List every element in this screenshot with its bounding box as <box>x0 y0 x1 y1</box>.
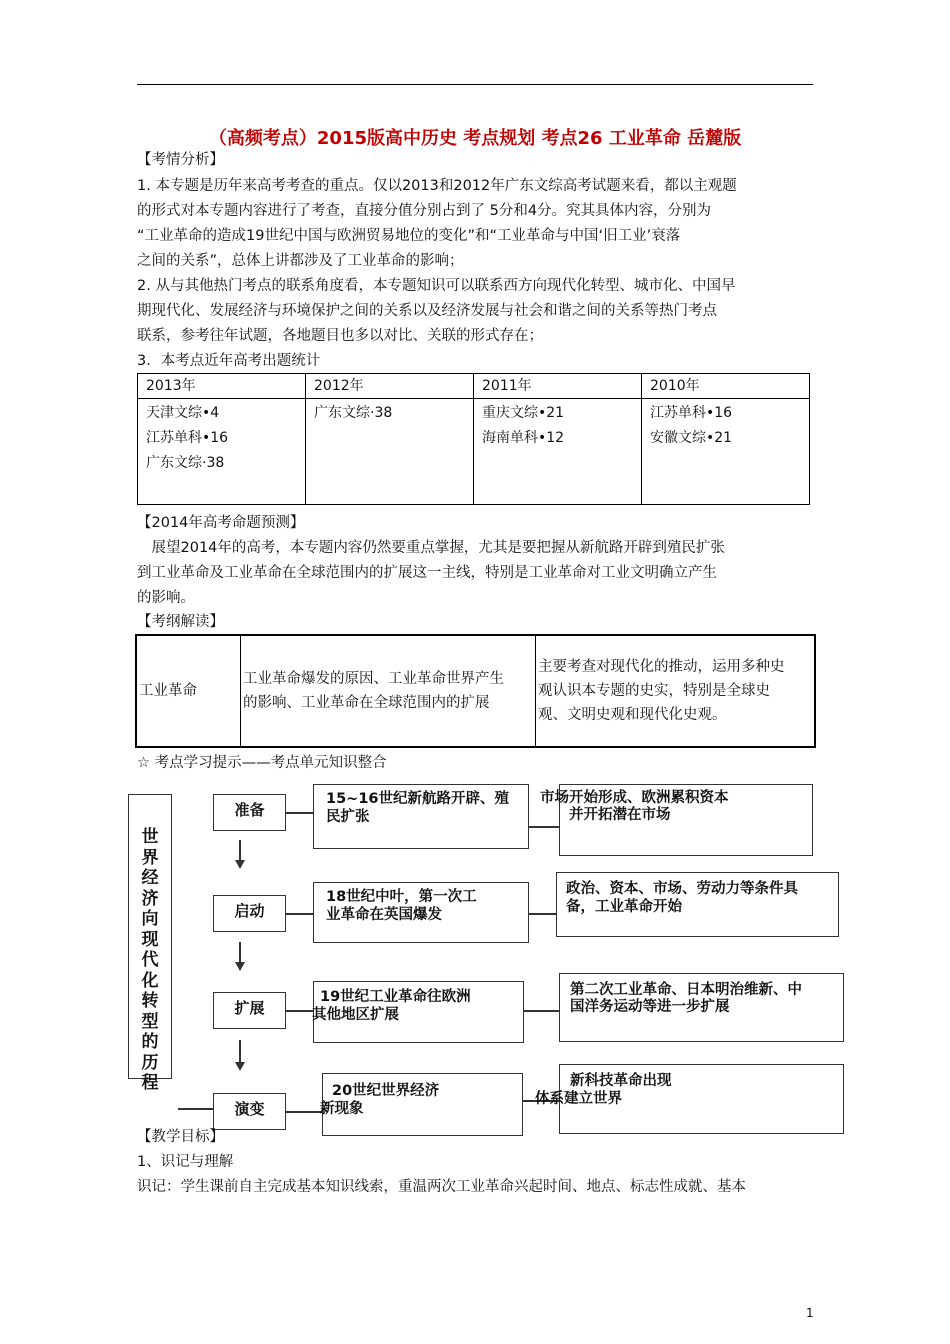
middle-text: 民扩张 <box>326 809 370 825</box>
middle-text: 其他地区扩展 <box>312 1007 399 1023</box>
vertical-char: 型 <box>141 1011 159 1032</box>
connector-line <box>286 1111 322 1113</box>
table-cell <box>642 399 810 505</box>
middle-text: 15~16世纪新航路开辟、殖 <box>326 791 510 807</box>
vertical-char: 化 <box>141 970 159 991</box>
syllabus-heading: 【考纲解读】 <box>137 614 224 630</box>
middle-text: 19世纪工业革命往欧洲 <box>320 989 471 1005</box>
arrow-shaft <box>239 1040 241 1064</box>
down-arrow-icon <box>235 962 245 971</box>
middle-text: 业革命在英国爆发 <box>326 907 442 923</box>
connector-line <box>286 913 313 915</box>
syllabus-table <box>135 634 816 748</box>
connector-line <box>178 1108 214 1110</box>
right-text: 市场开始形成、欧洲累积资本 <box>540 790 729 806</box>
objectives-heading: 【教学目标】 <box>137 1129 224 1145</box>
vertical-title-box <box>128 794 172 1093</box>
cell-line: 江苏单科•16 <box>146 430 229 446</box>
cell-line: 海南单科•12 <box>482 430 565 446</box>
right-text: 备，工业革命开始 <box>566 899 682 915</box>
right-text: 国洋务运动等进一步扩展 <box>570 999 730 1015</box>
down-arrow-icon <box>235 1062 245 1071</box>
cell-line: 天津文综•4 <box>146 405 220 421</box>
cell-line: 广东文综·38 <box>314 405 393 421</box>
table-header: 2013年 <box>138 374 306 399</box>
analysis-line: 3．本考点近年高考出题统计 <box>137 353 321 369</box>
vertical-char: 世 <box>141 827 159 847</box>
vertical-char: 历 <box>141 1052 159 1073</box>
connector-line <box>529 913 556 915</box>
vertical-char: 转 <box>141 991 159 1011</box>
syllabus-requirement <box>536 635 816 747</box>
exam-stats-table <box>137 373 810 505</box>
table-cell <box>306 399 474 505</box>
table-cell <box>138 399 306 505</box>
analysis-line: 1. 本专题是历年来高考考查的重点。仅以2013和2012年广东文综高考试题来看，都以主观题 <box>137 178 737 194</box>
prediction-line: 展望2014年的高考，本专题内容仍然要重点掌握，尤其是要把握从新航路开辟到殖民扩张 <box>137 540 725 556</box>
diagram-caption: ☆ 考点学习提示——考点单元知识整合 <box>137 755 387 771</box>
down-arrow-icon <box>235 860 245 869</box>
prediction-heading: 【2014年高考命题预测】 <box>137 515 305 531</box>
vertical-char: 现 <box>141 929 159 950</box>
middle-text: 20世纪世界经济 <box>332 1083 440 1099</box>
vertical-char: 济 <box>141 888 159 909</box>
objectives-line: 识记：学生课前自主完成基本知识线索，重温两次工业革命兴起时间、地点、标志性成就、基本 <box>137 1179 746 1195</box>
analysis-line: 的形式对本专题内容进行了考查，直接分值分别占到了 5分和4分。究其具体内容，分别为 <box>137 203 712 219</box>
cell-line: 的影响、工业革命在全球范围内的扩展 <box>243 695 490 711</box>
arrow-shaft <box>239 942 241 964</box>
middle-text: 新现象 <box>320 1101 364 1117</box>
analysis-line: 联系，参考往年试题，各地题目也多以对比、关联的形式存在； <box>137 328 543 344</box>
cell-line: 观、文明史观和现代化史观。 <box>538 707 727 723</box>
cell-line: 主要考查对现代化的推动，运用多种史 <box>538 659 785 675</box>
connector-line <box>529 826 559 828</box>
syllabus-content <box>241 635 536 747</box>
vertical-char: 程 <box>141 1073 159 1093</box>
document-title: （高频考点）2015版高中历史 考点规划 考点26 工业革命 岳麓版 <box>208 128 742 149</box>
right-text: 体系建立世界 <box>535 1091 622 1107</box>
page-number: 1 <box>806 1306 814 1320</box>
cell-line: 广东文综·38 <box>146 455 225 471</box>
connector-line <box>286 1010 313 1012</box>
table-header: 2010年 <box>642 374 810 399</box>
cell-line: 安徽文综•21 <box>650 430 733 446</box>
cell-line: 江苏单科•16 <box>650 405 733 421</box>
header-rule <box>137 84 813 85</box>
right-text: 新科技革命出现 <box>570 1073 672 1089</box>
cell-line: 工业革命爆发的原因、工业革命世界产生 <box>243 671 504 687</box>
stage-node-evolve: 演变 <box>213 1093 286 1130</box>
prediction-line: 的影响。 <box>137 590 195 606</box>
vertical-char: 向 <box>141 909 159 929</box>
analysis-line: “工业革命的造成19世纪中国与欧洲贸易地位的变化”和“工业革命与中国‘旧工业’衰落 <box>137 228 681 244</box>
right-text: 第二次工业革命、日本明治维新、中 <box>570 982 802 998</box>
analysis-heading: 【考情分析】 <box>137 152 224 168</box>
middle-text: 18世纪中叶，第一次工 <box>326 889 477 905</box>
connector-line <box>286 812 313 814</box>
stage-node-expand: 扩展 <box>213 992 286 1029</box>
table-header: 2011年 <box>474 374 642 399</box>
cell-line: 观认识本专题的史实，特别是全球史 <box>538 683 770 699</box>
right-text: 并开拓潜在市场 <box>569 807 671 823</box>
table-header: 2012年 <box>306 374 474 399</box>
connector-line <box>524 1010 559 1012</box>
analysis-line: 期现代化、发展经济与环境保护之间的关系以及经济发展与社会和谐之间的关系等热门考点 <box>137 303 717 319</box>
stage-node-prepare: 准备 <box>213 794 286 831</box>
vertical-char: 的 <box>141 1032 159 1052</box>
arrow-shaft <box>239 840 241 862</box>
prediction-line: 到工业革命及工业革命在全球范围内的扩展这一主线，特别是工业革命对工业文明确立产生 <box>137 565 717 581</box>
vertical-char: 代 <box>141 950 159 970</box>
analysis-line: 2. 从与其他热门考点的联系角度看，本专题知识可以联系西方向现代化转型、城市化、中国早 <box>137 278 736 294</box>
objectives-item: 1、识记与理解 <box>137 1154 234 1170</box>
right-text: 政治、资本、市场、劳动力等条件具 <box>566 881 798 897</box>
analysis-line: 之间的关系”，总体上讲都涉及了工业革命的影响； <box>137 253 464 269</box>
table-cell <box>474 399 642 505</box>
stage-node-start: 启动 <box>213 895 286 932</box>
cell-line: 重庆文综•21 <box>482 405 565 421</box>
vertical-char: 经 <box>141 868 159 888</box>
vertical-char: 界 <box>141 847 159 868</box>
syllabus-topic: 工业革命 <box>136 635 241 747</box>
